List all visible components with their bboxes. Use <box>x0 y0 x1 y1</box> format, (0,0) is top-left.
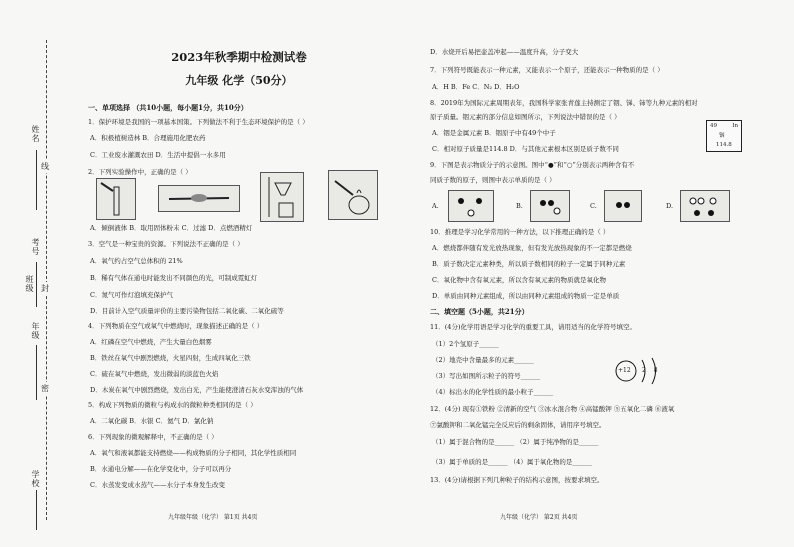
q4-option-b: B．铁丝在氧气中剧烈燃烧，火星四射，生成四氧化三铁 <box>90 354 251 362</box>
q4-option-d: D．木炭在氧气中剧烈燃烧，发出白光，产生能使澄清石灰水变浑浊的气体 <box>90 386 304 394</box>
q9-option-a-box <box>448 190 494 222</box>
label-school: 学校 <box>31 470 40 488</box>
q6-option-b: B．水通电分解——在化学变化中，分子可以再分 <box>90 465 232 473</box>
q7-stem: 7．下列符号既能表示一种元素，又能表示一个原子，还能表示一种物质的是（ ） <box>430 66 664 74</box>
q6-option-c: C．水蒸发变成水蒸气——水分子本身发生改变 <box>90 481 225 489</box>
q7-options: A．H B．Fe C．N₂ D．H₂O <box>432 83 520 91</box>
q12-stem-2: ⑦氯酸钾和二氧化锰完全反应后的剩余固体，请用序号填空。 <box>430 421 606 429</box>
q11-part-1: （1）2个氢原子______ <box>432 340 499 348</box>
label-grade: 年级 <box>31 322 40 340</box>
q1-options-cd: C．工业废水灌溉农田 D．生活中提倡一水多用 <box>90 151 226 159</box>
q10-option-d: D．单质由同种元素组成，所以由同种元素组成的物质一定是单质 <box>432 292 620 300</box>
q3-stem: 3．空气是一种宝贵的资源。下列说法不正确的是（ ） <box>88 240 244 248</box>
q9-option-b-box <box>530 190 570 222</box>
q1-options-ab: A．积极植树造林 B．合理施用化肥农药 <box>90 134 206 142</box>
filtration-image <box>260 172 304 222</box>
q11-part-2: （2）地壳中含量最多的元素______ <box>432 356 534 364</box>
label-class: 班级 <box>25 275 34 293</box>
q8-options-cd: C．相对原子质量是114.8 D．与其他元素根本区别是质子数不同 <box>432 145 619 153</box>
q8-options-ab: A．铟是金属元素 B．铟原子中有49个中子 <box>432 129 556 137</box>
exam-number-blank <box>36 262 37 307</box>
exam-subtitle: 九年级 化学（50分） <box>185 73 293 87</box>
fold-line <box>46 40 47 520</box>
section-1-heading: 一、单项选择 （共10小题，每小题1分，共10分） <box>88 103 248 112</box>
q6-stem: 6．下列现象的微观解释中，不正确的是（ ） <box>88 433 218 441</box>
fold-word-line: 线 <box>41 162 49 171</box>
q9-diagrams <box>430 190 770 222</box>
q8-stem-2: 原子质量。铟元素的部分信息如图所示，下列说法中错误的是（ ） <box>430 113 621 121</box>
atom-structure-diagram <box>612 354 682 388</box>
q12-parts-1-2: （1）属于混合物的是______ （2）属于纯净物的是______ <box>432 438 599 446</box>
left-page-footer: 九年级年级（化学） 第1页 共4页 <box>168 514 258 521</box>
q11-part-4: （4）标出水的化学性质的最小粒子______ <box>432 388 554 396</box>
right-page <box>430 0 770 547</box>
right-page-footer: 九年级（化学） 第2页 共4页 <box>500 514 578 521</box>
atom-shells: 2 8 <box>642 367 661 374</box>
grade-blank <box>36 345 37 400</box>
q10-option-a: A．燃烧都伴随有发光放热现象，但有发光放热现象的不一定都是燃烧 <box>432 244 632 252</box>
q11-stem: 11．(4分)化学用语是学习化学的重要工具，请用适当的化学符号填空。 <box>430 323 636 331</box>
exam-title: 2023年秋季期中检测试卷 <box>171 50 307 64</box>
element-number: 49 <box>710 123 717 129</box>
section-2-heading: 二、填空题（5小题，共21分） <box>430 307 529 316</box>
fold-word-seal: 封 <box>41 284 49 293</box>
q3-option-b: B．稀有气体在通电时能发出不同颜色的光，可制成霓虹灯 <box>90 274 258 282</box>
q4-option-a: A．红磷在空气中燃烧，产生大量白色烟雾 <box>90 338 212 346</box>
q2-stem: 2．下列实验操作中，正确的是（ ） <box>88 168 192 176</box>
q9-option-c-label: C. <box>590 202 597 210</box>
q2-options: A．倾倒液体 B．取用固体粉末 C．过滤 D．点燃酒精灯 <box>90 224 253 232</box>
q6-option-a: A．氧气和液氧都能支持燃烧——构成物质的分子相同，其化学性质相同 <box>90 449 297 457</box>
q9-stem-2: 同质子数的原子，则图中表示单质的是（ ） <box>430 176 556 184</box>
q9-option-a-label: A. <box>432 202 439 210</box>
element-symbol: In <box>732 123 738 129</box>
q6-option-d: D．水烧开后易把壶盖冲起——温度升高，分子变大 <box>430 48 579 56</box>
q5-stem: 5．构成下列物质的微粒与构成水的微粒种类相同的是（ ） <box>88 401 257 409</box>
q9-option-c-box <box>604 190 642 222</box>
q4-stem: 4．下列物质在空气或氧气中燃烧时，现象描述正确的是（ ） <box>88 322 264 330</box>
label-name: 姓名 <box>31 125 40 143</box>
q9-option-d-label: D. <box>666 202 674 210</box>
q10-option-b: B．质子数决定元素种类，所以质子数相同的粒子一定属于同种元素 <box>432 260 626 268</box>
pour-liquid-image <box>96 178 136 220</box>
atom-nucleus: +12 <box>618 367 631 374</box>
indium-element-tile <box>706 120 742 152</box>
q8-stem-1: 8．2019年为国际元素周期表年，我国科学家张青莲主持测定了铟、锑、铈等九种元素的相对 <box>430 99 698 107</box>
q5-options: A．二氧化碳 B．水银 C．氦气 D．氯化钠 <box>90 417 214 425</box>
q1-stem: 1．保护环境是我国的一项基本国策。下列做法不利于生态环境保护的是（ ） <box>88 118 309 126</box>
element-mass: 114.8 <box>716 142 732 148</box>
label-exam-number: 考号 <box>31 238 40 256</box>
q11-part-3: （3）写出如图所示粒子的符号______ <box>432 372 541 380</box>
q10-stem: 10．推理是学习化学常用的一种方法，以下推理正确的是（ ） <box>430 228 610 236</box>
name-blank <box>36 150 37 210</box>
alcohol-lamp-image <box>328 170 378 220</box>
q4-option-c: C．硫在氧气中燃烧，发出微弱的淡蓝色火焰 <box>90 370 219 378</box>
q12-parts-3-4: （3）属于单质的是______ （4）属于氧化物的是______ <box>432 458 592 466</box>
q13-stem: 13．(4分)请根据下列几种粒子的结构示意图，按要求填空。 <box>430 476 604 484</box>
fold-word-secret: 密 <box>41 384 49 393</box>
q10-option-c: C．氧化物中含有氧元素，所以含有氧元素的物质就是氧化物 <box>432 276 606 284</box>
school-blank <box>36 490 37 530</box>
left-page <box>88 0 390 547</box>
q3-option-c: C．氮气可作灯泡填充保护气 <box>90 291 173 299</box>
q3-option-a: A．氧气约占空气总体积的 21% <box>90 257 183 265</box>
q9-stem-1: 9．下图是表示物质分子的示意图。图中“●”和“○”分别表示两种含有不 <box>430 161 635 169</box>
q9-option-d-box <box>680 190 730 222</box>
q9-option-b-label: B. <box>516 202 523 210</box>
solid-powder-image <box>158 185 240 212</box>
q12-stem-1: 12．(4分) 现有①铁粉 ②清新的空气 ③冰水混合物 ④高锰酸钾 ⑤五氧化二磷 ⑥液氧 <box>430 405 675 413</box>
element-name: 铟 <box>719 133 725 139</box>
binding-strip <box>0 0 62 547</box>
q3-option-d: D．目前计入空气质量评价的主要污染物包括二氧化碳、二氧化硫等 <box>90 307 284 315</box>
